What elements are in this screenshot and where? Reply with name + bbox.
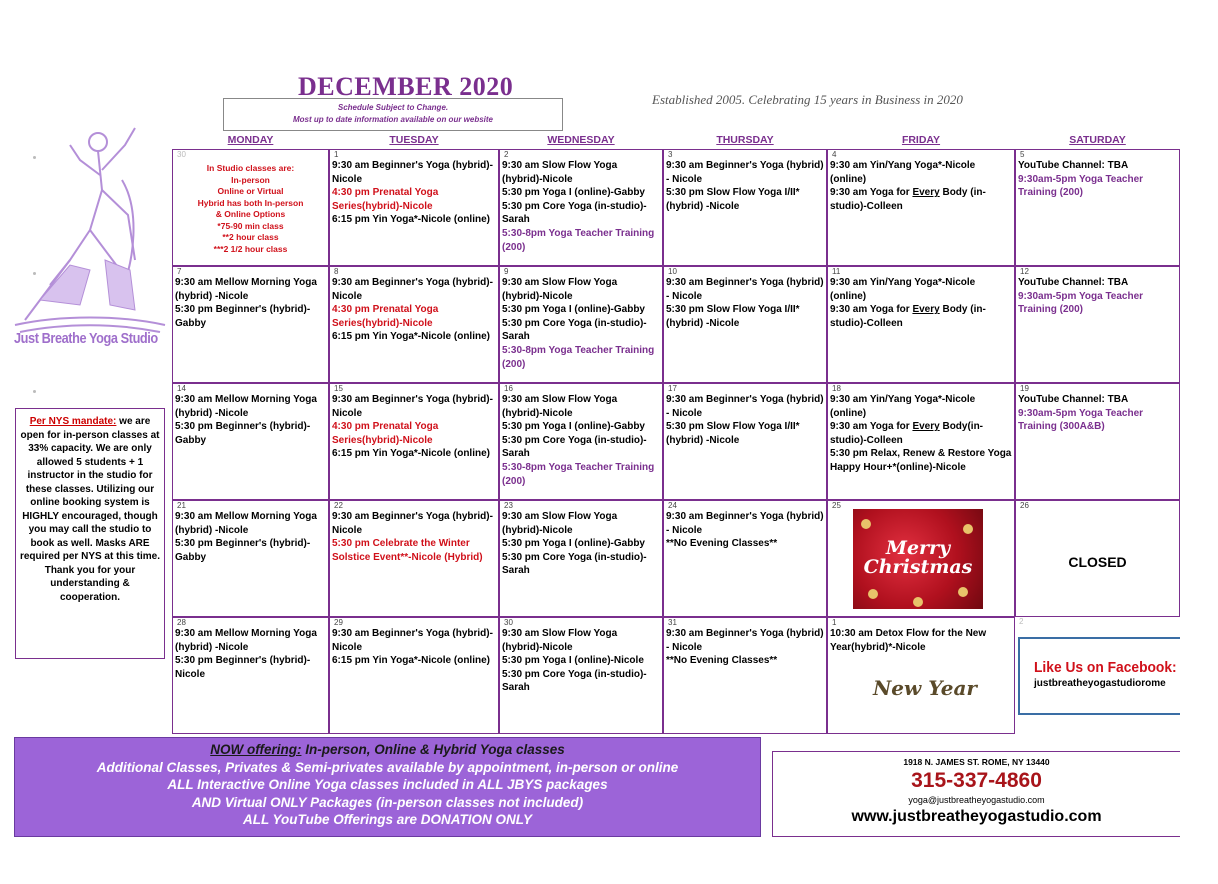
class-event: 9:30 am Beginner's Yoga (hybrid)-Nicole [332,277,493,302]
day-number: 28 [177,618,186,627]
class-event: 5:30 pm Celebrate the Winter Solstice Event**-Nicole (Hybrid) [332,538,483,563]
calendar-day-cell [172,266,329,383]
day-number: 21 [177,501,186,510]
notice-line-2: Most up to date information available on our website [292,115,494,124]
day-number: 11 [832,267,841,276]
calendar-day-cell [499,617,663,734]
day-number: 12 [1020,267,1029,276]
facebook-promo[interactable] [1018,637,1180,715]
nys-mandate-notice [15,408,165,659]
class-event: **No Evening Classes** [666,655,778,667]
studio-address: 1918 N. JAMES ST. ROME, NY 13440 [903,757,1050,767]
event-text: 9:30 am Yoga for [830,304,913,316]
class-event: 9:30 am Mellow Morning Yoga (hybrid) -Nicole [175,277,317,302]
decorative-dot [33,272,36,275]
calendar-day-cell [827,149,1015,266]
day-number: 24 [668,501,677,510]
event-emphasis: Every [912,421,940,433]
day-header-monday: MONDAY [227,134,274,146]
class-event: 9:30 am Beginner's Yoga (hybrid)-Nicole [332,160,493,185]
day-number: 8 [334,267,339,276]
day-number: 15 [334,384,343,393]
class-event: 5:30 pm Slow Flow Yoga I/II* (hybrid) -Nicole [666,187,800,212]
day-number: 29 [334,618,343,627]
calendar-day-cell [329,266,499,383]
calendar-day-cell [172,149,329,266]
day-header-tuesday: TUESDAY [389,134,439,146]
day-number: 31 [668,618,677,627]
calendar-day-cell [663,383,827,500]
class-event [830,186,1012,213]
class-event: 9:30 am Yin/Yang Yoga*-Nicole (online) [830,277,976,302]
calendar-day-cell [172,500,329,617]
mandate-lead: Per NYS mandate: [29,416,117,427]
xmas-text: Merry Christmas [863,537,973,578]
class-event: 5:30-8pm Yoga Teacher Training (200) [502,461,655,487]
day-header-saturday: SATURDAY [1069,134,1126,146]
facebook-title: Like Us on Facebook: [1034,659,1177,676]
contact-box [772,751,1180,837]
class-event: 9:30 am Slow Flow Yoga (hybrid)-Nicole [502,160,618,185]
merry-christmas-image [853,509,983,609]
legend-line: & Online Options [215,209,286,219]
day-number: 16 [504,384,513,393]
offering-line: AND Virtual ONLY Packages (in-person classes not included) [191,794,584,810]
day-header-friday: FRIDAY [901,134,941,146]
calendar-day-cell [172,383,329,500]
day-number: 9 [504,267,509,276]
class-event: 9:30 am Mellow Morning Yoga (hybrid) -Nicole [175,628,317,653]
event-text: Body (in-studio)-Colleen [830,304,986,329]
class-event: 9:30 am Beginner's Yoga (hybrid)-Nicole [332,394,493,419]
class-event: YouTube Channel: TBA [1018,160,1129,171]
day-number: 22 [334,501,343,510]
class-event: 5:30 pm Core Yoga (in-studio)-Sarah [502,551,647,577]
day-number: 1 [334,150,339,159]
day-number: 14 [177,384,186,393]
calendar-day-cell [499,500,663,617]
ornament-icon [958,587,968,597]
class-event: 5:30 pm Yoga I (online)-Nicole [502,655,644,667]
studio-website-link[interactable]: www.justbreatheyogastudio.com [851,808,1102,825]
calendar-day-cell [663,500,827,617]
class-event: 9:30am-5pm Yoga Teacher Training (300A&B) [1018,407,1144,433]
class-event: YouTube Channel: TBA [1018,394,1129,405]
day-number: 17 [668,384,677,393]
class-event: 9:30 am Beginner's Yoga (hybrid) - Nicole [666,511,824,536]
calendar-day-cell [1015,149,1180,266]
day-number: 7 [177,267,182,276]
class-event: 9:30 am Beginner's Yoga (hybrid)-Nicole [332,511,493,536]
class-event: 5:30 pm Slow Flow Yoga I/II* (hybrid) -Nicole [666,421,800,446]
event-emphasis: Every [912,187,940,199]
legend-line: In Studio classes are: [206,163,295,173]
class-event: 5:30 pm Core Yoga (in-studio)-Sarah [502,200,647,226]
studio-logo-text: Just Breathe Yoga Studio [14,330,158,347]
class-event: 5:30 pm Core Yoga (in-studio)-Sarah [502,668,647,694]
calendar-day-cell [663,149,827,266]
class-event: 5:30-8pm Yoga Teacher Training (200) [502,227,655,253]
class-event: 5:30 pm Yoga I (online)-Gabby [502,304,645,316]
established-tagline: Established 2005. Celebrating 15 years in Business in 2020 [652,92,963,107]
day-number: 2 [504,150,509,159]
class-event: 9:30 am Beginner's Yoga (hybrid) - Nicole [666,160,824,185]
class-event: 9:30 am Beginner's Yoga (hybrid) - Nicole [666,277,824,302]
event-text: Body(in-studio)-Colleen [830,421,984,446]
class-event [830,420,1012,447]
day-header-wednesday: WEDNESDAY [547,134,615,146]
day-number: 3 [668,150,673,159]
calendar-day-cell [329,149,499,266]
new-year-image [870,668,980,720]
weekday-header [172,134,1182,150]
class-event: 6:15 pm Yin Yoga*-Nicole (online) [332,655,490,667]
class-event: **No Evening Classes** [666,538,778,550]
calendar-day-cell [329,383,499,500]
studio-phone[interactable]: 315-337-4860 [911,769,1042,792]
studio-email[interactable]: yoga@justbreatheyogastudio.com [908,795,1045,805]
class-event: 5:30 pm Beginner's (hybrid)-Gabby [175,538,311,563]
closed-label: CLOSED [1068,554,1127,570]
decorative-dot [33,156,36,159]
class-event: 9:30 am Beginner's Yoga (hybrid) - Nicole [666,628,824,653]
class-event: 9:30 am Slow Flow Yoga (hybrid)-Nicole [502,628,618,653]
calendar-day-cell [499,149,663,266]
event-text: 9:30 am Yoga for [830,187,913,199]
calendar-day-cell [827,617,1015,734]
class-event: 9:30 am Mellow Morning Yoga (hybrid) -Nicole [175,511,317,536]
calendar-day-cell [827,383,1015,500]
class-event: 5:30 pm Beginner's (hybrid)-Nicole [175,655,311,680]
class-event: 9:30 am Mellow Morning Yoga (hybrid) -Nicole [175,394,317,419]
notice-line-1: Schedule Subject to Change. [337,103,449,112]
class-event: 4:30 pm Prenatal Yoga Series(hybrid)-Nicole [332,421,439,446]
day-number: 10 [668,267,677,276]
new-year-text: New Year [873,676,977,700]
class-event: 6:15 pm Yin Yoga*-Nicole (online) [332,214,490,226]
offering-line: Additional Classes, Privates & Semi-privates available by appointment, in-person or online [96,759,679,775]
class-event: 4:30 pm Prenatal Yoga Series(hybrid)-Nicole [332,187,439,212]
class-event: 4:30 pm Prenatal Yoga Series(hybrid)-Nicole [332,304,439,329]
class-event: 9:30 am Yin/Yang Yoga*-Nicole (online) [830,160,976,185]
offering-banner [14,737,761,837]
event-text: Body (in-studio)-Colleen [830,187,986,212]
offering-lead: NOW offering: [210,742,302,757]
class-event: 5:30 pm Beginner's (hybrid)-Gabby [175,421,311,446]
calendar-day-cell [499,266,663,383]
day-number: 30 [504,618,513,627]
calendar-day-cell [663,617,827,734]
class-event: 9:30 am Slow Flow Yoga (hybrid)-Nicole [502,511,618,536]
class-event: 6:15 pm Yin Yoga*-Nicole (online) [332,331,490,343]
class-event: 5:30-8pm Yoga Teacher Training (200) [502,344,655,370]
calendar-day-cell [499,383,663,500]
day-number: 25 [832,501,841,510]
calendar-day-cell [1015,383,1180,500]
class-event: 10:30 am Detox Flow for the New Year(hybrid)*-Nicole [830,628,987,653]
page-title: DECEMBER 2020 [298,72,514,101]
legend-line: Hybrid has both In-person [197,197,304,208]
class-event: 9:30 am Beginner's Yoga (hybrid) - Nicole [666,394,824,419]
class-event: 5:30 pm Yoga I (online)-Gabby [502,421,645,433]
ornament-icon [861,519,871,529]
legend-line: ***2 1/2 hour class [213,243,288,254]
day-number: 19 [1020,384,1029,393]
event-text: 9:30 am Yoga for [830,421,913,433]
class-event: 9:30 am Beginner's Yoga (hybrid)-Nicole [332,628,493,653]
day-number: 26 [1020,501,1029,510]
class-event: 5:30 pm Core Yoga (in-studio)-Sarah [502,434,647,460]
class-event: 9:30 am Slow Flow Yoga (hybrid)-Nicole [502,394,618,419]
class-event: 9:30am-5pm Yoga Teacher Training (200) [1018,290,1144,316]
offering-headline [15,741,760,759]
calendar-day-cell [172,617,329,734]
class-event: 6:15 pm Yin Yoga*-Nicole (online) [332,448,490,460]
class-event: 9:30am-5pm Yoga Teacher Training (200) [1018,173,1144,199]
class-event: 9:30 am Slow Flow Yoga (hybrid)-Nicole [502,277,618,302]
schedule-notice [223,98,563,131]
class-event: 5:30 pm Yoga I (online)-Gabby [502,538,645,550]
day-number: 2 [1019,617,1024,626]
calendar-day-cell [1015,266,1180,383]
calendar-day-cell [1015,500,1180,617]
day-number: 18 [832,384,841,393]
legend-line: **2 hour class [222,232,279,242]
ornament-icon [868,589,878,599]
class-event: 5:30 pm Relax, Renew & Restore Yoga Happy Hour+*(online)-Nicole [830,448,1012,473]
legend-line: Online or Virtual [217,186,284,196]
calendar-day-cell [329,500,499,617]
calendar-day-cell [329,617,499,734]
day-header-thursday: THURSDAY [716,134,774,146]
mandate-text: we are open for in-person classes at 33% capacity. We are only allowed 5 students + 1 instructor in the studio for these classes. Utilizing our online booking system is HIGHLY encouraged, though you may call the studio to book as well. Masks ARE required per NYS at this time. Thank you for your understanding & cooperation. [19,416,161,603]
class-event: 5:30 pm Slow Flow Yoga I/II* (hybrid) -Nicole [666,304,800,329]
class-event: 5:30 pm Core Yoga (in-studio)-Sarah [502,317,647,343]
class-event: 5:30 pm Yoga I (online)-Gabby [502,187,645,199]
day-number: 5 [1020,150,1025,159]
offering-lead-rest: In-person, Online & Hybrid Yoga classes [301,742,565,757]
day-number: 30 [177,150,186,159]
legend-line: *75-90 min class [217,220,284,231]
class-event [830,303,1012,330]
calendar-day-cell [827,266,1015,383]
day-number: 1 [832,618,837,627]
ornament-icon [963,524,973,534]
day-number: 4 [832,150,837,159]
day-number: 23 [504,501,513,510]
decorative-dot [33,390,36,393]
studio-class-legend [175,159,326,255]
ornament-icon [913,597,923,607]
calendar-day-cell [663,266,827,383]
offering-line: ALL Interactive Online Yoga classes included in ALL JBYS packages [167,777,608,792]
class-event: 9:30 am Yin/Yang Yoga*-Nicole (online) [830,394,976,419]
class-event: 5:30 pm Beginner's (hybrid)-Gabby [175,304,311,329]
class-event: YouTube Channel: TBA [1018,277,1129,288]
offering-line: ALL YouTube Offerings are DONATION ONLY [242,812,533,827]
facebook-handle[interactable]: justbreatheyogastudiorome [1034,678,1166,689]
legend-line: In-person [231,174,270,185]
calendar-day-cell [827,500,1015,617]
event-emphasis: Every [912,304,940,316]
